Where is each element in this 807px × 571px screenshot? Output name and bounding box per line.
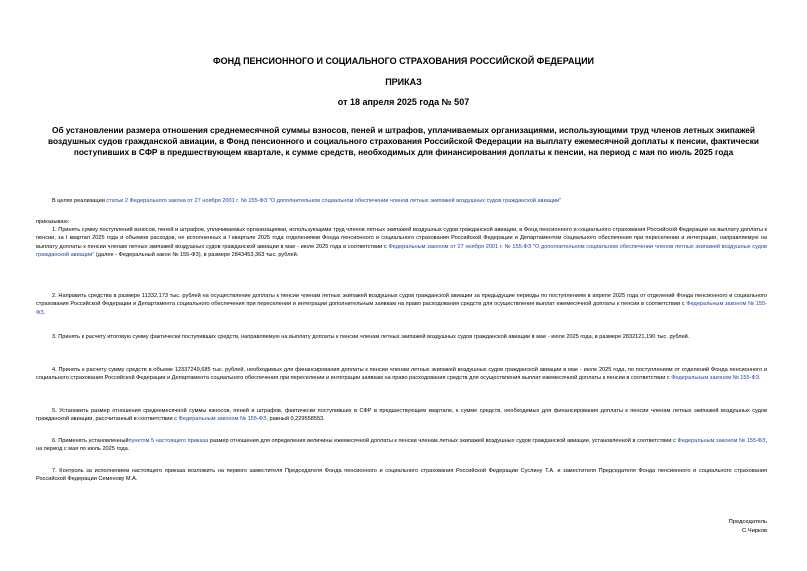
item-1-text-a: 1. Принять сумму поступлений взносов, пеней и штрафов, уплачиваемых организациями, использующими труд членов летных экипажей воздушных судов гражданской авиации, в Фонд пенсионного и социального страхования Российской Федерации на выплату доплаты к пенсии, за I квартал 2025 года и объемов расходов, не исполненных в I квартале 2025 года отделениями Фонда пенсионного и социального страхования Российской Федерации и Департаментом социального обеспечения при переселении и интеграции, направляемую на выплату доплаты к пенсии членам летных экипажей воздушных судов гражданской авиации в мае - июле 2025 года в соответствии с (36, 227, 767, 250)
item-6-text-a: 6. Применять установленный (52, 438, 129, 444)
item-3 (36, 333, 767, 341)
preamble-text: В целях реализации (52, 198, 107, 204)
document-date-number: от 18 апреля 2025 года № 507 (337, 97, 470, 107)
document-subject: Об установлении размера отношения среднемесячной суммы взносов, пеней и штрафов, уплачиваемых организациями, использующими труд членов летных экипажей воздушных судов гражданской авиации, в Фонд пенсионного и социального страхования Российской Федерации на выплату ежемесячной доплаты к пенсии, фактически поступивших в СФР в предшествующем квартале, к сумме средств, необходимых для финансирования доплаты к пенсии, на период с мая по июль 2025 года (48, 125, 759, 157)
item-5-law-link[interactable]: Федеральным законом № 155-ФЗ (178, 416, 267, 423)
item-7-text: 7. Контроль за исполнением настоящего приказа возложить на первого заместителя Председателя Фонда пенсионного и социального страхования Российской Федерации Суслину Т.А. и заместителя Председателя Фонда пенсионного и социального страхования Российской Федерации Семенову М.А. (36, 468, 767, 483)
item-4-text-a: 4. Принять к расчету сумму средств в объеме 12337249,685 тыс. рублей, необходимых для финансирования доплаты к пенсии членам летных экипажей воздушных судов гражданской авиации в мае - июле 2025 года, по поступлениям от отделений Фонда пенсионного и социального страхования Российской Федерации и Департамента социального обеспечения при переселении и интеграции заявкам на право расходования средств для осуществления выплат ежемесячной доплаты к пенсии в соответствии с (36, 367, 767, 382)
item-4 (36, 366, 767, 383)
law-article-link[interactable]: статьи 2 Федерального закона от 27 ноября 2001 г. № 155-ФЗ "О дополнительном социальном обеспечении членов летных экипажей воздушных судов гражданской авиации" (106, 198, 562, 204)
item-4-text-b: . (759, 375, 761, 382)
item-5-text-a: 5. Установить размер отношения среднемесячной суммы взносов, пеней и штрафов, фактически поступивших в СФР в предшествующем квартале, к сумме средств, необходимых для финансирования доплаты к пенсии членам летных экипажей воздушных судов гражданской авиации, рассчитанный в соответствии с (36, 408, 767, 423)
item-2 (36, 292, 767, 317)
item-2-text-a: 2. Направить средства в размере 11332,173 тыс. рублей на осуществление доплаты к пенсии членам летных экипажей воздушных судов гражданской авиации за предыдущие периоды по поступлениям в апреле 2025 года от отделений Фонда пенсионного и социального страхования Российской Федерации и Департамента социального обеспечения при переселении и интеграции дополнительным заявкам на право расходования средств для осуществления выплат ежемесячной доплаты к пенсии в соответствии с (36, 293, 767, 308)
signatory-name: С.Чирков (741, 528, 767, 534)
item-5 (36, 407, 767, 424)
signature-block (729, 518, 767, 536)
item-6-text-b: размер отношения для определения величины ежемесячной доплаты к пенсии членам летных экипажей воздушных судов гражданской авиации, установленной в соответствии с (208, 438, 678, 444)
item-4-law-link[interactable]: Федеральным законом № 155-ФЗ (671, 375, 760, 382)
signatory-title: Председатель (728, 519, 767, 525)
organization-title: ФОНД ПЕНСИОННОГО И СОЦИАЛЬНОГО СТРАХОВАНИЯ РОССИЙСКОЙ ФЕДЕРАЦИИ (212, 56, 595, 66)
item-1-text-b: (далее - Федеральный закон № 155-ФЗ), в размере 2843453,363 тыс. рублей. (94, 251, 299, 258)
item-5-text-b: , равный 0,229558553. (266, 416, 325, 423)
item-3-text: 3. Принять к расчету итоговую сумму фактически поступивших средств, направляемую на выплату доплаты к пенсии членам летных экипажей воздушных судов гражданской авиации в мае - июле 2025 года, в размере 2832121,190 тыс. рублей. (52, 334, 690, 340)
item-6-clause-link[interactable]: пунктом 5 настоящего приказа (128, 438, 209, 444)
orders-word-text: приказываю: (36, 219, 70, 225)
item-7 (36, 467, 767, 484)
item-1-law-link[interactable]: Федеральным законом от 27 ноября 2001 г. № 155-ФЗ "О дополнительном социальном обеспечении членов летных экипажей воздушных судов гражданской авиации" (36, 243, 767, 258)
preamble (36, 197, 767, 205)
document-type: ПРИКАЗ (385, 77, 422, 87)
item-6-law-link[interactable]: Федеральным законом № 155-ФЗ (677, 438, 766, 444)
item-1 (36, 226, 767, 259)
item-6 (36, 437, 767, 454)
item-2-text-b: . (43, 309, 46, 316)
item-2-law-link[interactable]: Федеральным законом № 155-ФЗ (36, 301, 767, 316)
item-6-text-c: , на период с мая по июль 2025 года. (36, 438, 767, 453)
